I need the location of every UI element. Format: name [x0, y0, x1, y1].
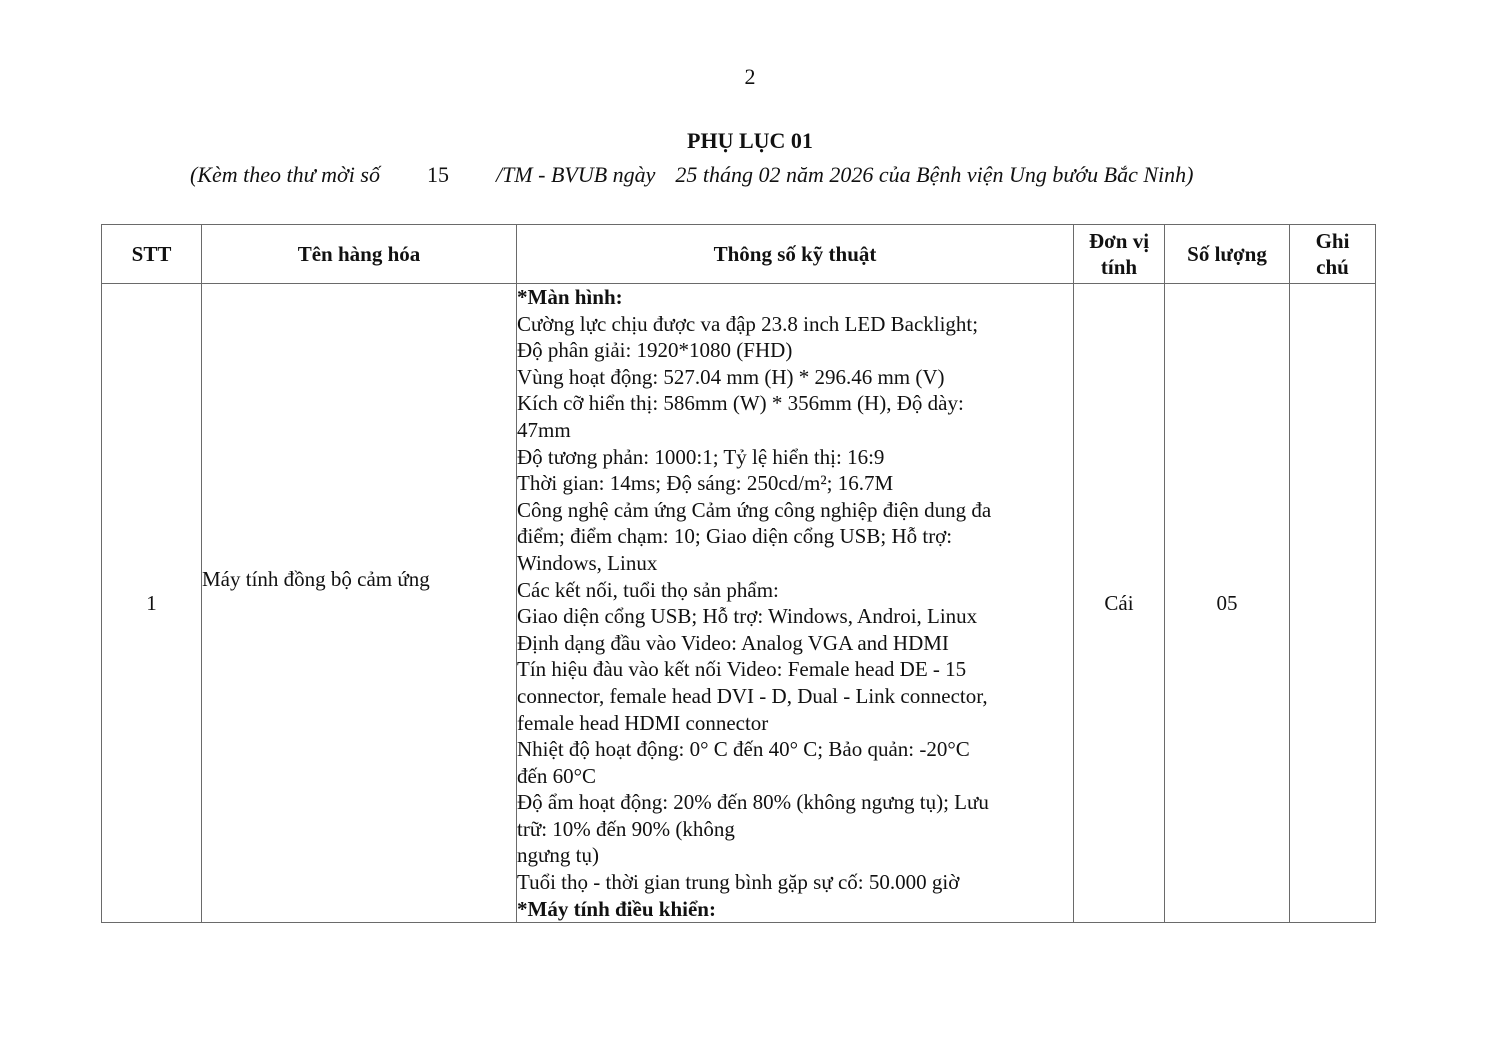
header-note-line2: chú: [1316, 255, 1349, 279]
appendix-table: [101, 224, 1376, 923]
spec-line: điểm; điểm chạm: 10; Giao diện cổng USB; Hỗ trợ:: [517, 524, 953, 549]
cell-stt: 1: [102, 284, 202, 923]
table-row: [102, 284, 1376, 923]
header-specs: Thông số kỹ thuật: [517, 225, 1074, 284]
spec-line: trữ: 10% đến 90% (không: [517, 816, 735, 841]
document-subtitle: [190, 160, 1320, 190]
letter-number: 15: [426, 162, 449, 187]
spec-line: Nhiệt độ hoạt động: 0° C đến 40° C; Bảo quản: -20°C: [517, 737, 970, 762]
header-note-line1: Ghi: [1315, 229, 1350, 253]
header-note: [1290, 225, 1376, 284]
cell-unit: Cái: [1074, 284, 1165, 923]
table-header-row: [102, 225, 1376, 284]
spec-line: Thời gian: 14ms; Độ sáng: 250cd/m²; 16.7M: [517, 471, 894, 496]
spec-line: ngưng tụ): [517, 843, 599, 868]
cell-quantity: 05: [1165, 284, 1290, 923]
spec-line: Độ tương phản: 1000:1; Tỷ lệ hiển thị: 16:9: [517, 444, 885, 469]
spec-line: Vùng hoạt động: 527.04 mm (H) * 296.46 mm (V): [517, 364, 945, 389]
subtitle-date: 25 tháng 02 năm 2026 của Bệnh viện Ung bướu Bắc Ninh): [675, 162, 1194, 187]
spec-line: Định dạng đầu vào Video: Analog VGA and HDMI: [517, 630, 949, 655]
spec-line: *Màn hình:: [517, 285, 623, 309]
spec-line: Công nghệ cảm ứng Cảm ứng công nghiệp điện dung đa: [517, 497, 992, 522]
spec-line: *Máy tính điều khiển:: [517, 896, 716, 921]
spec-line: female head HDMI connector: [517, 710, 769, 735]
header-unit: [1074, 225, 1165, 284]
spec-line: Windows, Linux: [517, 550, 658, 575]
spec-line: Độ phân giải: 1920*1080 (FHD): [517, 338, 793, 363]
spec-line: Tín hiệu đàu vào kết nối Video: Female head DE - 15: [517, 657, 967, 682]
subtitle-prefix: (Kèm theo thư mời số: [190, 162, 380, 187]
document-title: PHỤ LỤC 01: [687, 128, 813, 153]
cell-note: [1290, 284, 1376, 923]
item-name: Máy tính đồng bộ cảm ứng: [202, 567, 430, 592]
spec-line: Giao diện cổng USB; Hỗ trợ: Windows, Androi, Linux: [517, 604, 978, 629]
spec-line: đến 60°C: [517, 763, 596, 788]
spec-line: 47mm: [517, 417, 571, 442]
subtitle-suffix: /TM - BVUB ngày: [495, 162, 656, 187]
header-quantity: Số lượng: [1165, 225, 1290, 284]
cell-specs: [517, 284, 1074, 923]
header-stt: STT: [102, 225, 202, 284]
header-unit-line1: Đơn vị: [1088, 229, 1150, 253]
page-number: 2: [744, 64, 756, 89]
spec-line: Các kết nối, tuổi thọ sản phẩm:: [517, 577, 779, 602]
spec-line: Độ ẩm hoạt động: 20% đến 80% (không ngưng tụ); Lưu: [517, 790, 989, 815]
spec-line: Tuổi thọ - thời gian trung bình gặp sự cố: 50.000 giờ: [517, 870, 960, 895]
header-name: Tên hàng hóa: [202, 225, 517, 284]
spec-line: connector, female head DVI - D, Dual - Link connector,: [517, 683, 988, 708]
cell-name: [202, 284, 517, 923]
spec-line: Cường lực chịu được va đập 23.8 inch LED Backlight;: [517, 311, 979, 336]
header-unit-line2: tính: [1100, 255, 1138, 279]
spec-line: Kích cỡ hiển thị: 586mm (W) * 356mm (H), Độ dày:: [517, 391, 964, 416]
